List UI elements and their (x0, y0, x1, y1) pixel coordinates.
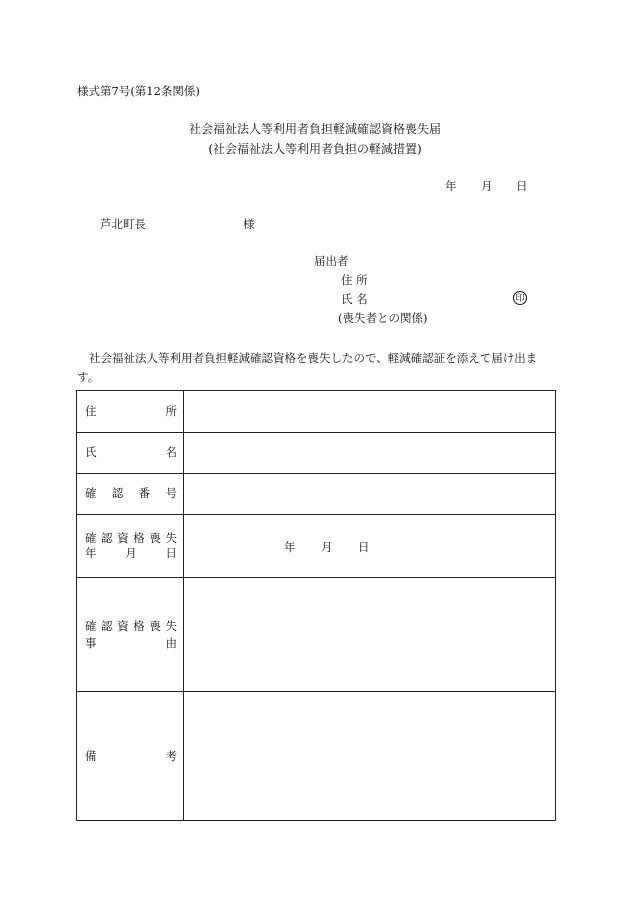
header-date-month: 月 (481, 179, 493, 193)
loss-date-year: 年 (284, 540, 296, 554)
name-label: 氏名 (85, 445, 177, 459)
form-code: 様式第7号(第12条関係) (77, 84, 200, 98)
loss-date-day: 日 (358, 540, 370, 554)
loss-reason-label-line1: 確認資格喪失 (85, 619, 177, 633)
loss-date-label-line2: 年月日 (85, 546, 177, 560)
header-date-year: 年 (445, 179, 457, 193)
loss-reason-value-cell[interactable] (184, 578, 555, 691)
seal-mark: 印 (513, 291, 527, 305)
label-cell (77, 474, 184, 514)
label-cell (77, 692, 184, 820)
applicant-address-label: 住 所 (341, 273, 368, 287)
table-row-name (77, 433, 555, 474)
label-cell (77, 515, 184, 577)
remarks-label: 備考 (85, 749, 177, 763)
label-cell (77, 578, 184, 691)
header-date-day: 日 (516, 179, 528, 193)
address-label: 住所 (85, 404, 177, 418)
number-label: 確認番号 (85, 486, 177, 500)
table-row-number (77, 474, 555, 515)
table-row-remarks (77, 692, 555, 820)
form-subtitle: (社会福祉法人等利用者負担の軽減措置) (208, 142, 422, 156)
info-table (76, 390, 556, 821)
loss-date-value-cell[interactable] (184, 515, 555, 577)
loss-date-label-line1: 確認資格喪失 (85, 531, 177, 545)
table-row-loss-date (77, 515, 555, 578)
statement-text: 社会福祉法人等利用者負担軽減確認資格を喪失したので、軽減確認証を添えて届け出ます。 (77, 351, 538, 384)
applicant-relation-label: (喪失者との関係) (338, 311, 428, 325)
name-value-cell[interactable] (184, 433, 555, 473)
loss-date-month: 月 (321, 540, 333, 554)
applicant-heading: 届出者 (314, 254, 349, 268)
table-row-address (77, 391, 555, 433)
address-value-cell[interactable] (184, 391, 555, 432)
loss-reason-label-line2: 事由 (85, 636, 177, 650)
table-row-loss-reason (77, 578, 555, 692)
remarks-value-cell[interactable] (184, 692, 555, 820)
addressee-name: 芦北町長 (100, 217, 146, 231)
label-cell (77, 391, 184, 432)
applicant-name-label: 氏 名 (341, 292, 368, 306)
number-value-cell[interactable] (184, 474, 555, 514)
form-title: 社会福祉法人等利用者負担軽減確認資格喪失届 (188, 122, 441, 136)
addressee-honorific: 様 (243, 217, 255, 231)
label-cell (77, 433, 184, 473)
